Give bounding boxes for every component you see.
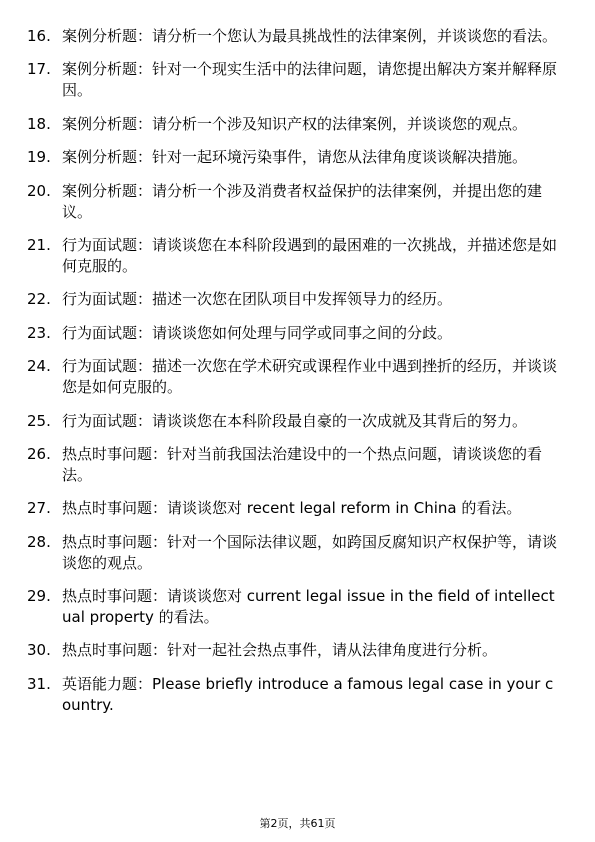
question-number: 25. (27, 411, 51, 430)
question-number: 29. (27, 587, 51, 606)
question-text: 行为面试题：描述一次您在团队项目中发挥领导力的经历。 (62, 290, 453, 309)
question-number: 21. (27, 235, 51, 254)
question-text: 案例分析题：针对一个现实生活中的法律问题，请您提出解决方案并解释原因。 (62, 60, 558, 100)
question-number: 24. (27, 357, 51, 376)
question-number: 31. (27, 674, 51, 693)
question-item (27, 444, 557, 486)
question-number: 26. (27, 444, 51, 463)
question-text: 案例分析题：请分析一个您认为最具挑战性的法律案例，并谈谈您的看法。 (62, 27, 558, 45)
question-text: 热点时事问题：针对一个国际法律议题，如跨国反腐知识产权保护等，请谈谈您的观点。 (62, 532, 558, 572)
question-item (27, 26, 557, 47)
question-item (27, 181, 557, 223)
question-number: 20. (27, 181, 51, 200)
question-list (27, 26, 557, 728)
question-text: 案例分析题：针对一起环境污染事件，请您从法律角度谈谈解决措施。 (62, 148, 528, 167)
question-item (27, 674, 557, 716)
question-item (27, 411, 557, 432)
question-number: 17. (27, 60, 51, 79)
question-item (27, 323, 557, 344)
question-item (27, 356, 557, 398)
question-item (27, 640, 557, 661)
question-text: 英语能力题：Please briefly introduce a famous legal case in your country. (62, 674, 554, 714)
question-item (27, 498, 557, 519)
question-text: 行为面试题：描述一次您在学术研究或课程作业中遇到挫折的经历，并谈谈您是如何克服的。 (62, 357, 558, 397)
question-number: 16. (27, 27, 51, 45)
question-item (27, 147, 557, 168)
question-text: 行为面试题：请谈谈您如何处理与同学或同事之间的分歧。 (62, 323, 453, 342)
question-number: 30. (27, 641, 51, 660)
question-text: 热点时事问题：请谈谈您对 current legal issue in the field of intellectual property 的看法。 (62, 587, 555, 627)
page-footer (0, 817, 595, 831)
question-item (27, 289, 557, 310)
question-number: 28. (27, 532, 51, 551)
page-number-label: 第2页，共61页 (259, 817, 336, 830)
question-text: 热点时事问题：针对当前我国法治建设中的一个热点问题，请谈谈您的看法。 (62, 444, 543, 484)
question-text: 案例分析题：请分析一个涉及知识产权的法律案例，并谈谈您的观点。 (62, 114, 528, 133)
question-text: 热点时事问题：针对一起社会热点事件，请从法律角度进行分析。 (62, 641, 498, 660)
question-text: 行为面试题：请谈谈您在本科阶段最自豪的一次成就及其背后的努力。 (62, 411, 528, 430)
question-number: 18. (27, 114, 51, 133)
question-number: 22. (27, 290, 51, 309)
question-number: 27. (27, 499, 51, 518)
question-number: 19. (27, 148, 51, 167)
question-item (27, 235, 557, 277)
question-item (27, 586, 557, 628)
question-text: 热点时事问题：请谈谈您对 recent legal reform in China 的看法。 (62, 499, 522, 518)
question-number: 23. (27, 323, 51, 342)
question-text: 案例分析题：请分析一个涉及消费者权益保护的法律案例，并提出您的建议。 (62, 181, 543, 221)
question-text: 行为面试题：请谈谈您在本科阶段遇到的最困难的一次挑战，并描述您是如何克服的。 (62, 235, 558, 275)
question-item (27, 114, 557, 135)
question-item (27, 532, 557, 574)
question-item (27, 59, 557, 101)
